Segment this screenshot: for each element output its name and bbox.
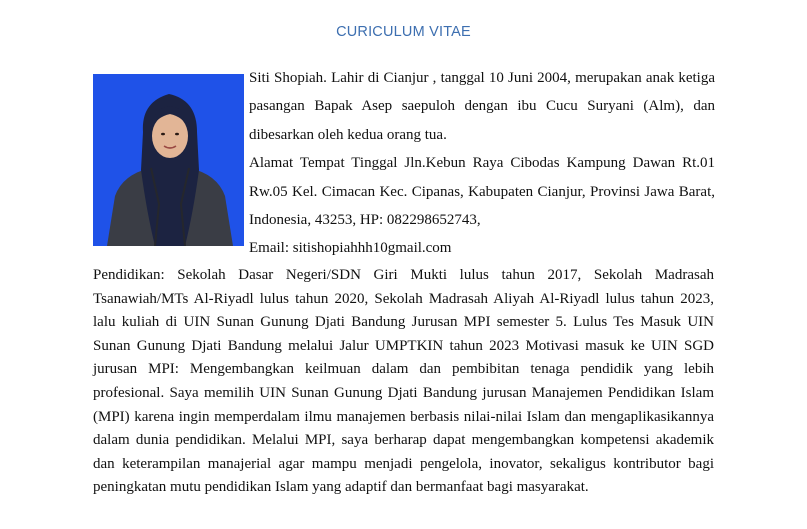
document-title: CURICULUM VITAE [336, 24, 471, 40]
intro-section [249, 64, 715, 263]
intro-paragraph: Siti Shopiah. Lahir di Cianjur , tanggal 10 Juni 2004, merupakan anak ketiga pasangan Bapak Asep saepuloh dengan ibu Cucu Suryani (Alm), dan dibesarkan oleh kedua orang tua. [249, 70, 715, 143]
profile-photo [93, 74, 244, 246]
education-paragraph: Pendidikan: Sekolah Dasar Negeri/SDN Giri Mukti lulus tahun 2017, Sekolah Madrasah Tsanawiah/MTs Al-Riyadl lulus tahun 2020, Sekolah Madrasah Aliyah Al-Riyadl lulus tahun 2023, lalu kuliah di UIN Sunan Gunung Djati Bandung Jurusan MPI semester 5. Lulus Tes Masuk UIN Sunan Gunung Djati Bandung melalui Jalur UMPTKIN tahun 2023 Motivasi masuk ke UIN SGD jurusan MPI: Mengembangkan keilmuan dalam dan pembibitan tenaga pendidik yang lebih profesional. Saya memilih UIN Sunan Gunung Djati Bandung jurusan Manajemen Pendidikan Islam (MPI) karena ingin memperdalam ilmu manajemen berbasis nilai-nilai Islam dan mengaplikasikannya dalam dunia pendidikan. Melalui MPI, saya berharap dapat mengembangkan kompetensi akademik dan keterampilan manajerial agar mampu menjadi pengelola, inovator, sekaligus kontributor bagi peningkatan mutu pendidikan Islam yang adaptif dan bermanfaat bagi masyarakat. [93, 267, 714, 496]
address-paragraph: Alamat Tempat Tinggal Jln.Kebun Raya Cibodas Kampung Dawan Rt.01 Rw.05 Kel. Cimacan Kec. Cipanas, Kabupaten Cianjur, Provinsi Jawa Barat, Indonesia, 43253, HP: 082298652743, [249, 155, 715, 229]
portrait-photo-icon [93, 74, 244, 246]
email-line: Email: sitishopiahhh10gmail.com [249, 240, 452, 257]
